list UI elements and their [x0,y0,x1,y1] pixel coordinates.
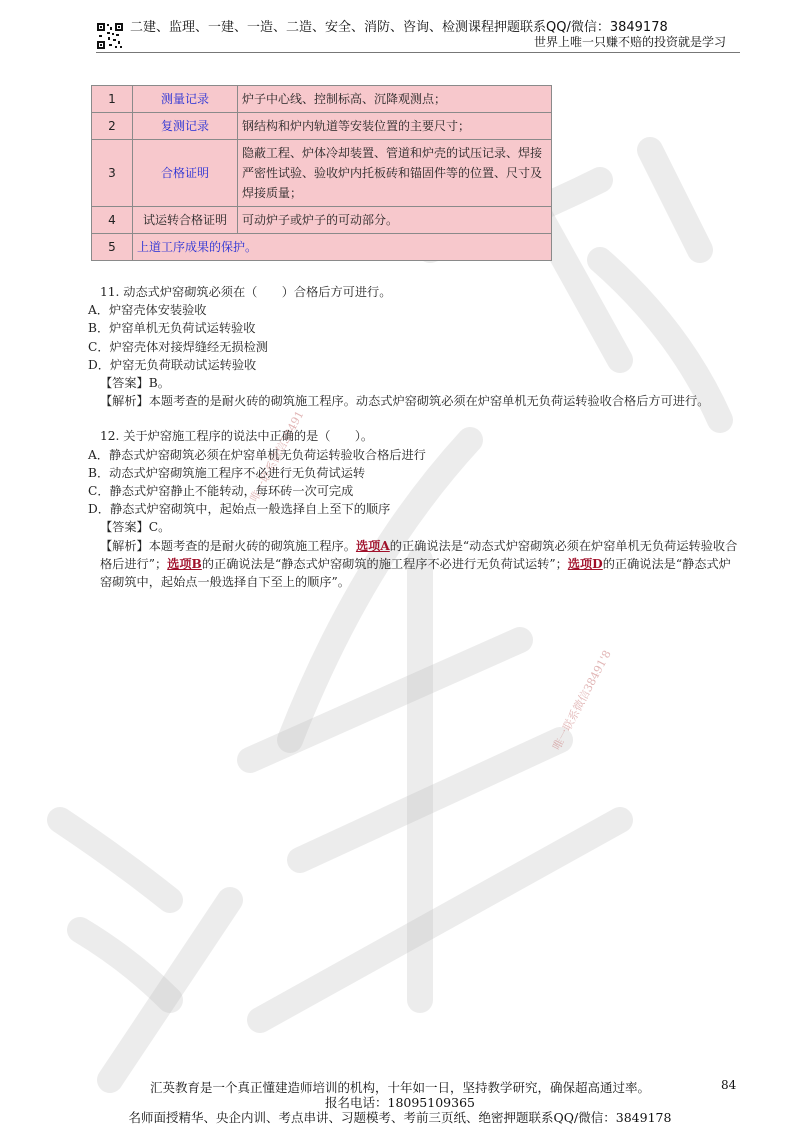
row-name: 复测记录 [133,113,238,140]
row-number: 2 [92,113,133,140]
q12-analysis-b: 的正确说法是“静态式炉窑砌筑的施工程序不必进行无负荷试运转”； [201,556,568,571]
table-row [92,140,552,207]
q12-option-c: C．静态式炉窑静止不能转动，每环砖一次可完成 [88,484,354,499]
row-name: 合格证明 [133,140,238,207]
q11-option-a: A．炉窑壳体安装验收 [88,303,207,318]
header-divider [96,52,740,53]
row-number: 4 [92,207,133,234]
row-name: 测量记录 [133,86,238,113]
header-slogan: 世界上唯一只赚不赔的投资就是学习 [533,35,726,49]
q12-option-b-link[interactable]: 选项B [167,556,202,571]
watermark-text-1: 唯一联系微信38491 [247,408,307,504]
qr-code-icon [96,22,124,50]
requirements-table [91,85,552,261]
header-contact: 二建、监理、一建、一造、二造、安全、消防、咨询、检测课程押题联系QQ/微信：3849178 [130,20,668,35]
questions-content [88,283,738,591]
watermark-text-2: 唯一联系微信38491'8 [550,648,614,753]
q12-analysis [88,537,738,592]
page-number: 84 [721,1078,737,1092]
row-number: 3 [92,140,133,207]
q11-option-d: D．炉窑无负荷联动试运转验收 [88,357,257,372]
table-row [92,86,552,113]
row-desc: 炉子中心线、控制标高、沉降观测点； [238,86,552,113]
q12-option-d-link[interactable]: 选项D [567,556,603,571]
row-desc: 上道工序成果的保护。 [133,234,552,261]
row-desc: 可动炉子或炉子的可动部分。 [238,207,552,234]
q11-option-c: C．炉窑壳体对接焊缝经无损检测 [88,339,268,354]
table-row [92,207,552,234]
row-name: 试运转合格证明 [133,207,238,234]
q11-analysis: 【解析】本题考查的是耐火砖的砌筑施工程序。动态式炉窑砌筑必须在炉窑单机无负荷运转验收合格后方可进行。 [100,394,710,409]
row-number: 1 [92,86,133,113]
q12-analysis-d: 的正确说法是“静态式炉窑砌筑中，起始点一般选择自下至上的顺序”。 [100,556,731,590]
footer-intro: 汇英教育是一个真正懂建造师培训的机构，十年如一日，坚持教学研究，确保超高通过率。 [149,1080,650,1095]
footer-phone: 报名电话：18095109365 [325,1095,475,1110]
footer-contact: 名师面授精华、央企内训、考点串讲、习题模考、考前三页纸、绝密押题联系QQ/微信：3849178 [128,1110,672,1125]
row-desc: 钢结构和炉内轨道等安装位置的主要尺寸； [238,113,552,140]
row-number: 5 [92,234,133,261]
q12-option-a: A．静态式炉窑砌筑必须在炉窑单机无负荷运转验收合格后进行 [88,447,426,462]
q12-option-d: D．静态式炉窑砌筑中，起始点一般选择自上至下的顺序 [88,502,391,517]
q11-stem: 11. 动态式炉窑砌筑必须在（ ）合格后方可进行。 [100,285,392,299]
table-row [92,113,552,140]
q12-analysis-a: 的正确说法是“动态式炉窑砌筑必须在炉窑单机无负荷运转验收合格后进行”； [100,538,738,571]
q12-answer: 【答案】C。 [100,520,171,535]
table-row [92,234,552,261]
q12-analysis-intro: 【解析】本题考查的是耐火砖的砌筑施工程序。 [100,538,356,553]
q12-option-b: B．动态式炉窑砌筑施工程序不必进行无负荷试运转 [88,465,366,480]
row-desc: 隐蔽工程、炉体冷却装置、管道和炉壳的试压记录、焊接严密性试验、验收炉内托板砖和锚固件等的位置、尺寸及焊接质量； [238,140,552,207]
q11-answer: 【答案】B。 [100,376,170,391]
q12-stem: 12. 关于炉窑施工程序的说法中正确的是（ ）。 [100,429,374,444]
q12-option-a-link[interactable]: 选项A [355,538,390,553]
q11-option-b: B．炉窑单机无负荷试运转验收 [88,321,256,336]
